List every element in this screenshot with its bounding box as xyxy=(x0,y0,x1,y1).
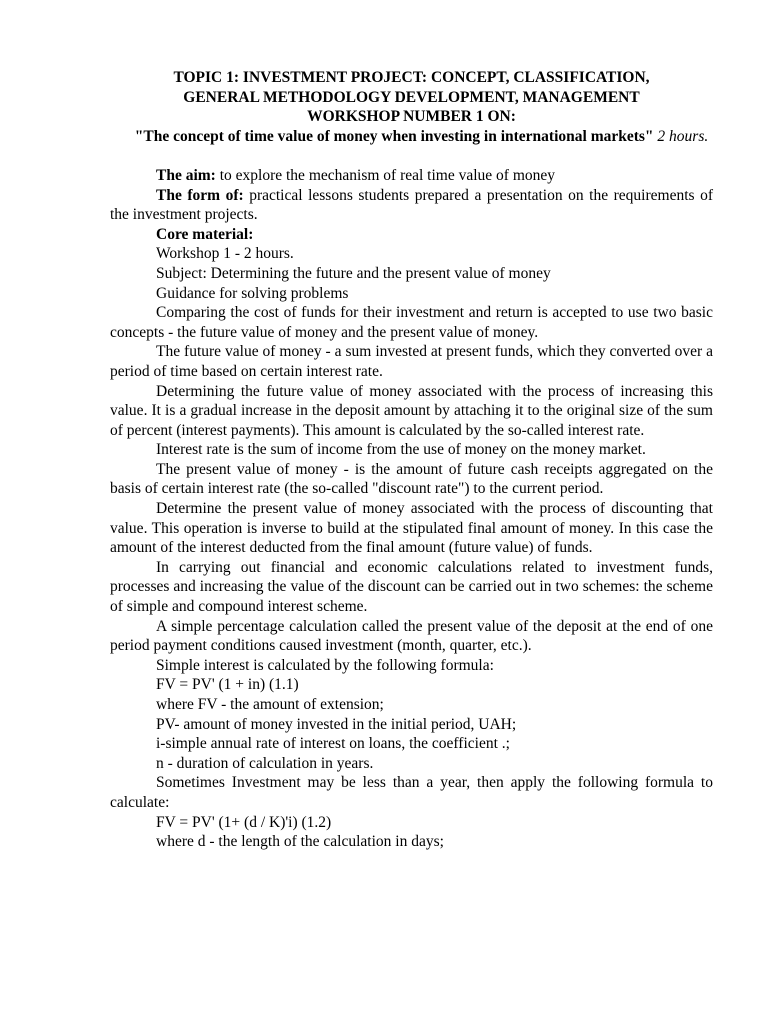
formula-var-pv: PV- amount of money invested in the initial period, UAH; xyxy=(156,715,517,733)
formula-1-1: FV = PV' (1 + in) (1.1) xyxy=(156,676,299,694)
paragraph-3: Determining the future value of money associated with the process of increasing this value. It is a gradual increase in the deposit amount by attaching it to the original size of the sum of percent (interest payments). This amount is calculated by the so-called interest rate. xyxy=(110,382,713,439)
formula-var-i: i-simple annual rate of interest on loans, the coefficient .; xyxy=(156,735,510,753)
formula-1-2: FV = PV' (1+ (d / K)'i) (1.2) xyxy=(156,813,332,831)
subtitle-duration: 2 hours. xyxy=(657,127,709,145)
formula-var-fv: where FV - the amount of extension; xyxy=(156,696,384,713)
core-material-heading xyxy=(110,225,713,245)
paragraph-5: The present value of money - is the amount of future cash receipts aggregated on the basis of certain interest rate (the so-called "discount rate") to the current period. xyxy=(110,460,713,498)
workshop-line: Workshop 1 - 2 hours. xyxy=(156,245,294,263)
form-text: practical lessons students prepared a presentation on the requirements of the investment projects. xyxy=(110,186,713,224)
paragraph-1: Comparing the cost of funds for their investment and return is accepted to use two basic concepts - the future value of money and the present value of money. xyxy=(110,304,713,341)
subtitle-text: "The concept of time value of money when investing in international markets" xyxy=(134,127,654,145)
title-line-3: WORKSHOP NUMBER 1 ON: xyxy=(307,108,516,126)
title-line-2: GENERAL METHODOLOGY DEVELOPMENT, MANAGEMENT xyxy=(183,88,640,106)
form-label: The form of: xyxy=(156,186,244,204)
title-line-1: TOPIC 1: INVESTMENT PROJECT: CONCEPT, CLASSIFICATION, xyxy=(173,69,650,86)
form-paragraph xyxy=(110,186,713,225)
formula-var-n: n - duration of calculation in years. xyxy=(156,754,374,772)
guidance-line: Guidance for solving problems xyxy=(156,284,349,302)
formula-intro: Simple interest is calculated by the following formula: xyxy=(156,656,494,674)
subject-line: Subject: Determining the future and the present value of money xyxy=(156,264,551,282)
workshop-subtitle xyxy=(110,127,713,147)
paragraph-8: A simple percentage calculation called the present value of the deposit at the end of one period payment conditions caused investment (month, quarter, etc.). xyxy=(110,617,713,655)
document-page xyxy=(110,68,713,852)
formula-var-d: where d - the length of the calculation in days; xyxy=(156,833,444,851)
aim-text: to explore the mechanism of real time value of money xyxy=(215,166,556,184)
paragraph-4: Interest rate is the sum of income from the use of money on the money market. xyxy=(156,441,646,459)
paragraph-2: The future value of money - a sum invested at present funds, which they converted over a period of time based on certain interest rate. xyxy=(110,343,713,380)
topic-title xyxy=(110,68,713,127)
paragraph-9: Sometimes Investment may be less than a year, then apply the following formula to calculate: xyxy=(110,774,713,811)
aim-label: The aim: xyxy=(156,166,216,184)
core-label: Core material: xyxy=(156,225,254,243)
paragraph-7: In carrying out financial and economic calculations related to investment funds, processes and increasing the value of the discount can be carried out in two schemes: the scheme of simple and compound interest scheme. xyxy=(110,558,713,616)
section-spacer xyxy=(110,146,713,166)
paragraph-6: Determine the present value of money associated with the process of discounting that value. This operation is inverse to build at the stipulated final amount of money. In this case the amount of the interest deducted from the final amount (future value) of funds. xyxy=(110,500,713,557)
aim-paragraph xyxy=(110,166,713,186)
